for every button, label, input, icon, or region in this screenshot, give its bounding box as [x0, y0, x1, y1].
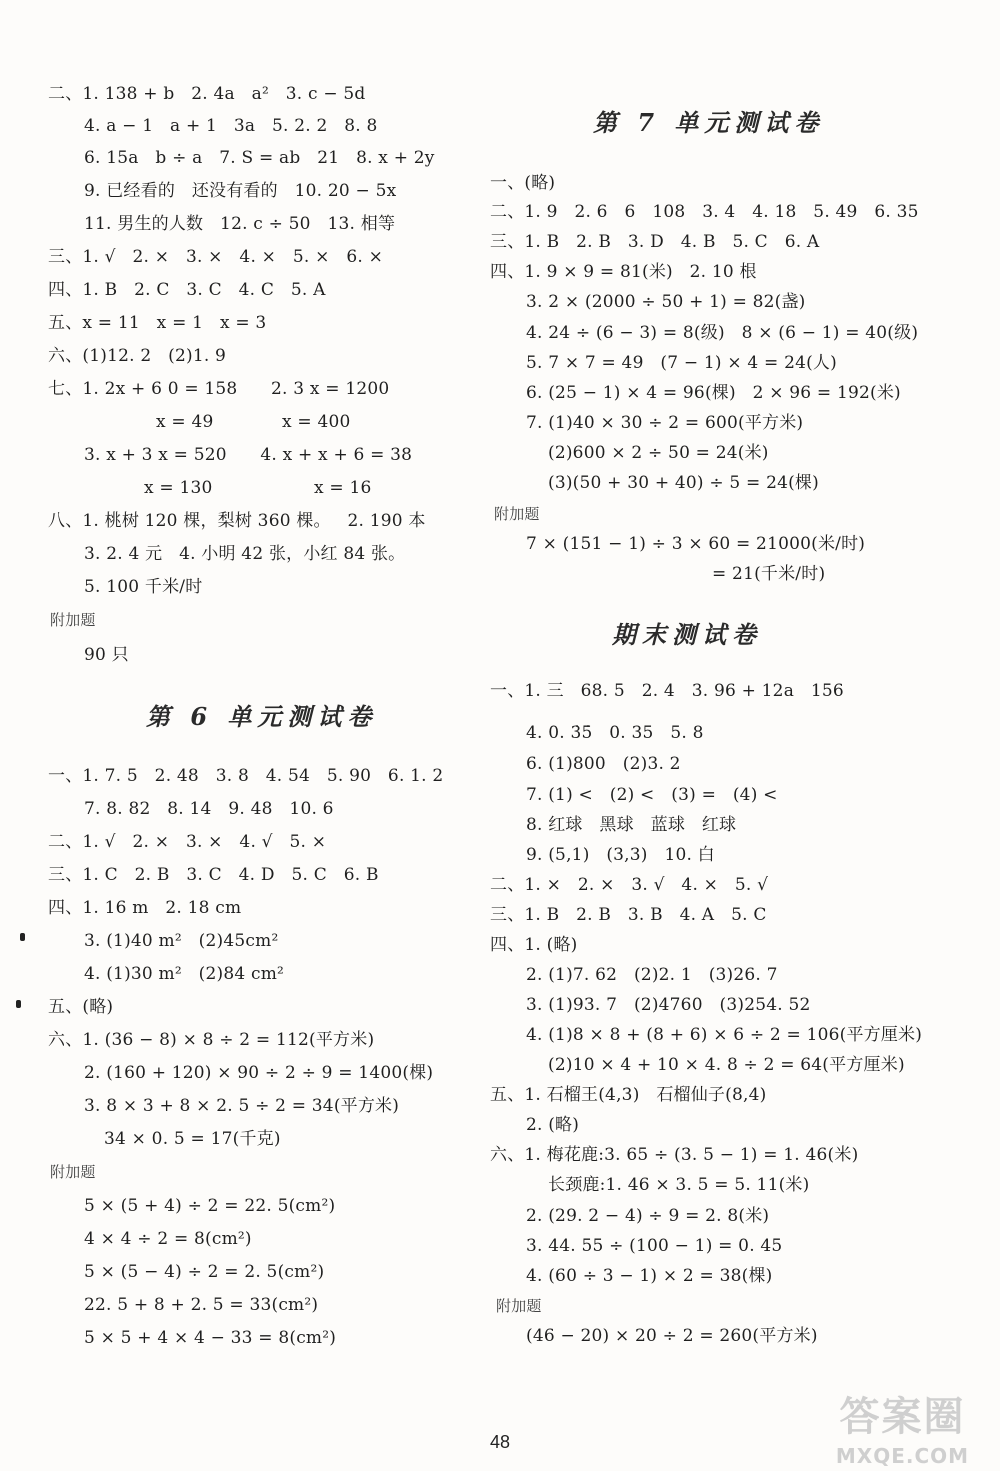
answer-line: 4. (1)8 × 8 + (8 + 6) × 6 ÷ 2 = 106(平方厘米)	[526, 1025, 923, 1045]
margin-mark	[16, 1000, 21, 1008]
answer-line: 二、1. 138 + b 2. 4a a² 3. c − 5d	[48, 84, 366, 104]
answer-line: 90 只	[84, 645, 129, 665]
answer-line: (2)10 × 4 + 10 × 4. 8 ÷ 2 = 64(平方厘米)	[548, 1055, 905, 1075]
answer-line: 五、x = 11 x = 1 x = 3	[48, 313, 267, 333]
answer-line: 一、1. 三 68. 5 2. 4 3. 96 + 12a 156	[490, 681, 844, 701]
answer-line: (46 − 20) × 20 ÷ 2 = 260(平方米)	[526, 1326, 818, 1346]
watermark-url: MXQE.COM	[835, 1444, 970, 1468]
answer-line: 7. (1)40 × 30 ÷ 2 = 600(平方米)	[526, 413, 804, 433]
bonus-label: 附加题	[50, 611, 96, 629]
answer-line: 4. (60 ÷ 3 − 1) × 2 = 38(棵)	[526, 1266, 773, 1286]
answer-line: 5 × 5 + 4 × 4 − 33 = 8(cm²)	[84, 1328, 337, 1348]
answer-line: = 21(千米/时)	[712, 564, 826, 584]
section-title-unit7: 第 7 单元测试卷	[593, 108, 825, 137]
answer-line: 6. 15a b ÷ a 7. S = ab 21 8. x + 2y	[84, 148, 435, 168]
answer-line: 四、1. (略)	[490, 935, 578, 955]
answer-line: 4 × 4 ÷ 2 = 8(cm²)	[84, 1229, 252, 1249]
answer-line: 3. 2. 4 元 4. 小明 42 张，小红 84 张。	[84, 544, 406, 564]
answer-line: 5. 7 × 7 = 49 (7 − 1) × 4 = 24(人)	[526, 353, 837, 373]
answer-line: 22. 5 + 8 + 2. 5 = 33(cm²)	[84, 1295, 319, 1315]
bonus-label: 附加题	[496, 1297, 542, 1315]
answer-line: 三、1. C 2. B 3. C 4. D 5. C 6. B	[48, 865, 379, 885]
answer-line: 4. (1)30 m² (2)84 cm²	[84, 964, 285, 984]
answer-line: 四、1. 16 m 2. 18 cm	[48, 898, 242, 918]
bonus-label: 附加题	[50, 1163, 96, 1181]
answer-line: 长颈鹿:1. 46 × 3. 5 = 5. 11(米)	[548, 1175, 810, 1195]
answer-line: 二、1. 9 2. 6 6 108 3. 4 4. 18 5. 49 6. 35	[490, 202, 919, 222]
answer-line: 3. (1)40 m² (2)45cm²	[84, 931, 279, 951]
answer-line: 5 × (5 − 4) ÷ 2 = 2. 5(cm²)	[84, 1262, 325, 1282]
answer-line: 三、1. B 2. B 3. B 4. A 5. C	[490, 905, 767, 925]
answer-line: 2. (1)7. 62 (2)2. 1 (3)26. 7	[526, 965, 778, 985]
page-number: 48	[489, 1432, 511, 1452]
watermark	[810, 1392, 995, 1470]
answer-line: 11. 男生的人数 12. c ÷ 50 13. 相等	[84, 214, 396, 234]
answer-line: 四、1. 9 × 9 = 81(米) 2. 10 根	[490, 262, 757, 282]
answer-line: 五、1. 石榴王(4,3) 石榴仙子(8,4)	[490, 1085, 767, 1105]
answer-line: 一、1. 7. 5 2. 48 3. 8 4. 54 5. 90 6. 1. 2	[48, 766, 444, 786]
answer-line: 6. (25 − 1) × 4 = 96(棵) 2 × 96 = 192(米)	[526, 383, 901, 403]
answer-line: 二、1. √ 2. × 3. × 4. √ 5. ×	[48, 832, 327, 852]
answer-line: 2. (略)	[526, 1115, 580, 1135]
answer-line: 一、(略)	[490, 173, 556, 193]
answer-line: 二、1. × 2. × 3. √ 4. × 5. √	[490, 875, 769, 895]
answer-line: 4. a − 1 a + 1 3a 5. 2. 2 8. 8	[84, 116, 378, 136]
answer-line: x = 130	[144, 478, 213, 498]
answer-line: 34 × 0. 5 = 17(千克)	[104, 1129, 281, 1149]
answer-line: (3)(50 + 30 + 40) ÷ 5 = 24(棵)	[548, 473, 819, 493]
section-title-final: 期末测试卷	[612, 620, 762, 649]
answer-line: 9. (5,1) (3,3) 10. 白	[526, 845, 715, 865]
answer-line: 3. 2 × (2000 ÷ 50 + 1) = 82(盏)	[526, 292, 806, 312]
answer-line: 3. 44. 55 ÷ (100 − 1) = 0. 45	[526, 1236, 783, 1256]
answer-line: 三、1. B 2. B 3. D 4. B 5. C 6. A	[490, 232, 820, 252]
answer-line: 2. (160 + 120) × 90 ÷ 2 ÷ 9 = 1400(棵)	[84, 1063, 434, 1083]
answer-line: 8. 红球 黑球 蓝球 红球	[526, 815, 737, 835]
answer-line: (2)600 × 2 ÷ 50 = 24(米)	[548, 443, 769, 463]
answer-line: 9. 已经看的 还没有看的 10. 20 − 5x	[84, 181, 397, 201]
answer-line: x = 400	[282, 412, 351, 432]
answer-line: 八、1. 桃树 120 棵，梨树 360 棵。 2. 190 本	[48, 511, 426, 531]
answer-line: x = 49	[156, 412, 214, 432]
answer-line: 四、1. B 2. C 3. C 4. C 5. A	[48, 280, 326, 300]
answer-line: 六、(1)12. 2 (2)1. 9	[48, 346, 227, 366]
answer-line: 六、1. 梅花鹿:3. 65 ÷ (3. 5 − 1) = 1. 46(米)	[490, 1145, 859, 1165]
answer-line: 4. 24 ÷ (6 − 3) = 8(级) 8 × (6 − 1) = 40(级)	[526, 323, 919, 343]
answer-line: 7. (1) < (2) < (3) = (4) <	[526, 785, 778, 805]
answer-line: 5. 100 千米/时	[84, 577, 203, 597]
answer-line: 三、1. √ 2. × 3. × 4. × 5. × 6. ×	[48, 247, 384, 267]
margin-mark	[20, 933, 25, 941]
answer-line: 七、1. 2x + 6 0 = 158 2. 3 x = 1200	[48, 379, 390, 399]
answer-line: 五、(略)	[48, 997, 114, 1017]
answer-line: 2. (29. 2 − 4) ÷ 9 = 2. 8(米)	[526, 1206, 770, 1226]
answer-line: x = 16	[314, 478, 372, 498]
answer-line: 4. 0. 3̇5̇ 0. 35 5. 8	[526, 723, 704, 743]
answer-line: 3. x + 3 x = 520 4. x + x + 6 = 38	[84, 445, 413, 465]
answer-line: 六、1. (36 − 8) × 8 ÷ 2 = 112(平方米)	[48, 1030, 375, 1050]
answer-line: 6. (1)800 (2)3. 2	[526, 754, 681, 774]
answer-line: 3. (1)93. 7 (2)4760 (3)254. 52	[526, 995, 811, 1015]
answer-line: 3. 8 × 3 + 8 × 2. 5 ÷ 2 = 34(平方米)	[84, 1096, 400, 1116]
bonus-label: 附加题	[494, 505, 540, 523]
section-title-unit6: 第 6 单元测试卷	[146, 702, 378, 731]
watermark-logo: 答案圈	[839, 1394, 966, 1440]
answer-line: 7. 8. 82 8. 14 9. 48 10. 6	[84, 799, 334, 819]
answer-line: 5 × (5 + 4) ÷ 2 = 22. 5(cm²)	[84, 1196, 336, 1216]
answer-line: 7 × (151 − 1) ÷ 3 × 60 = 21000(米/时)	[526, 534, 866, 554]
